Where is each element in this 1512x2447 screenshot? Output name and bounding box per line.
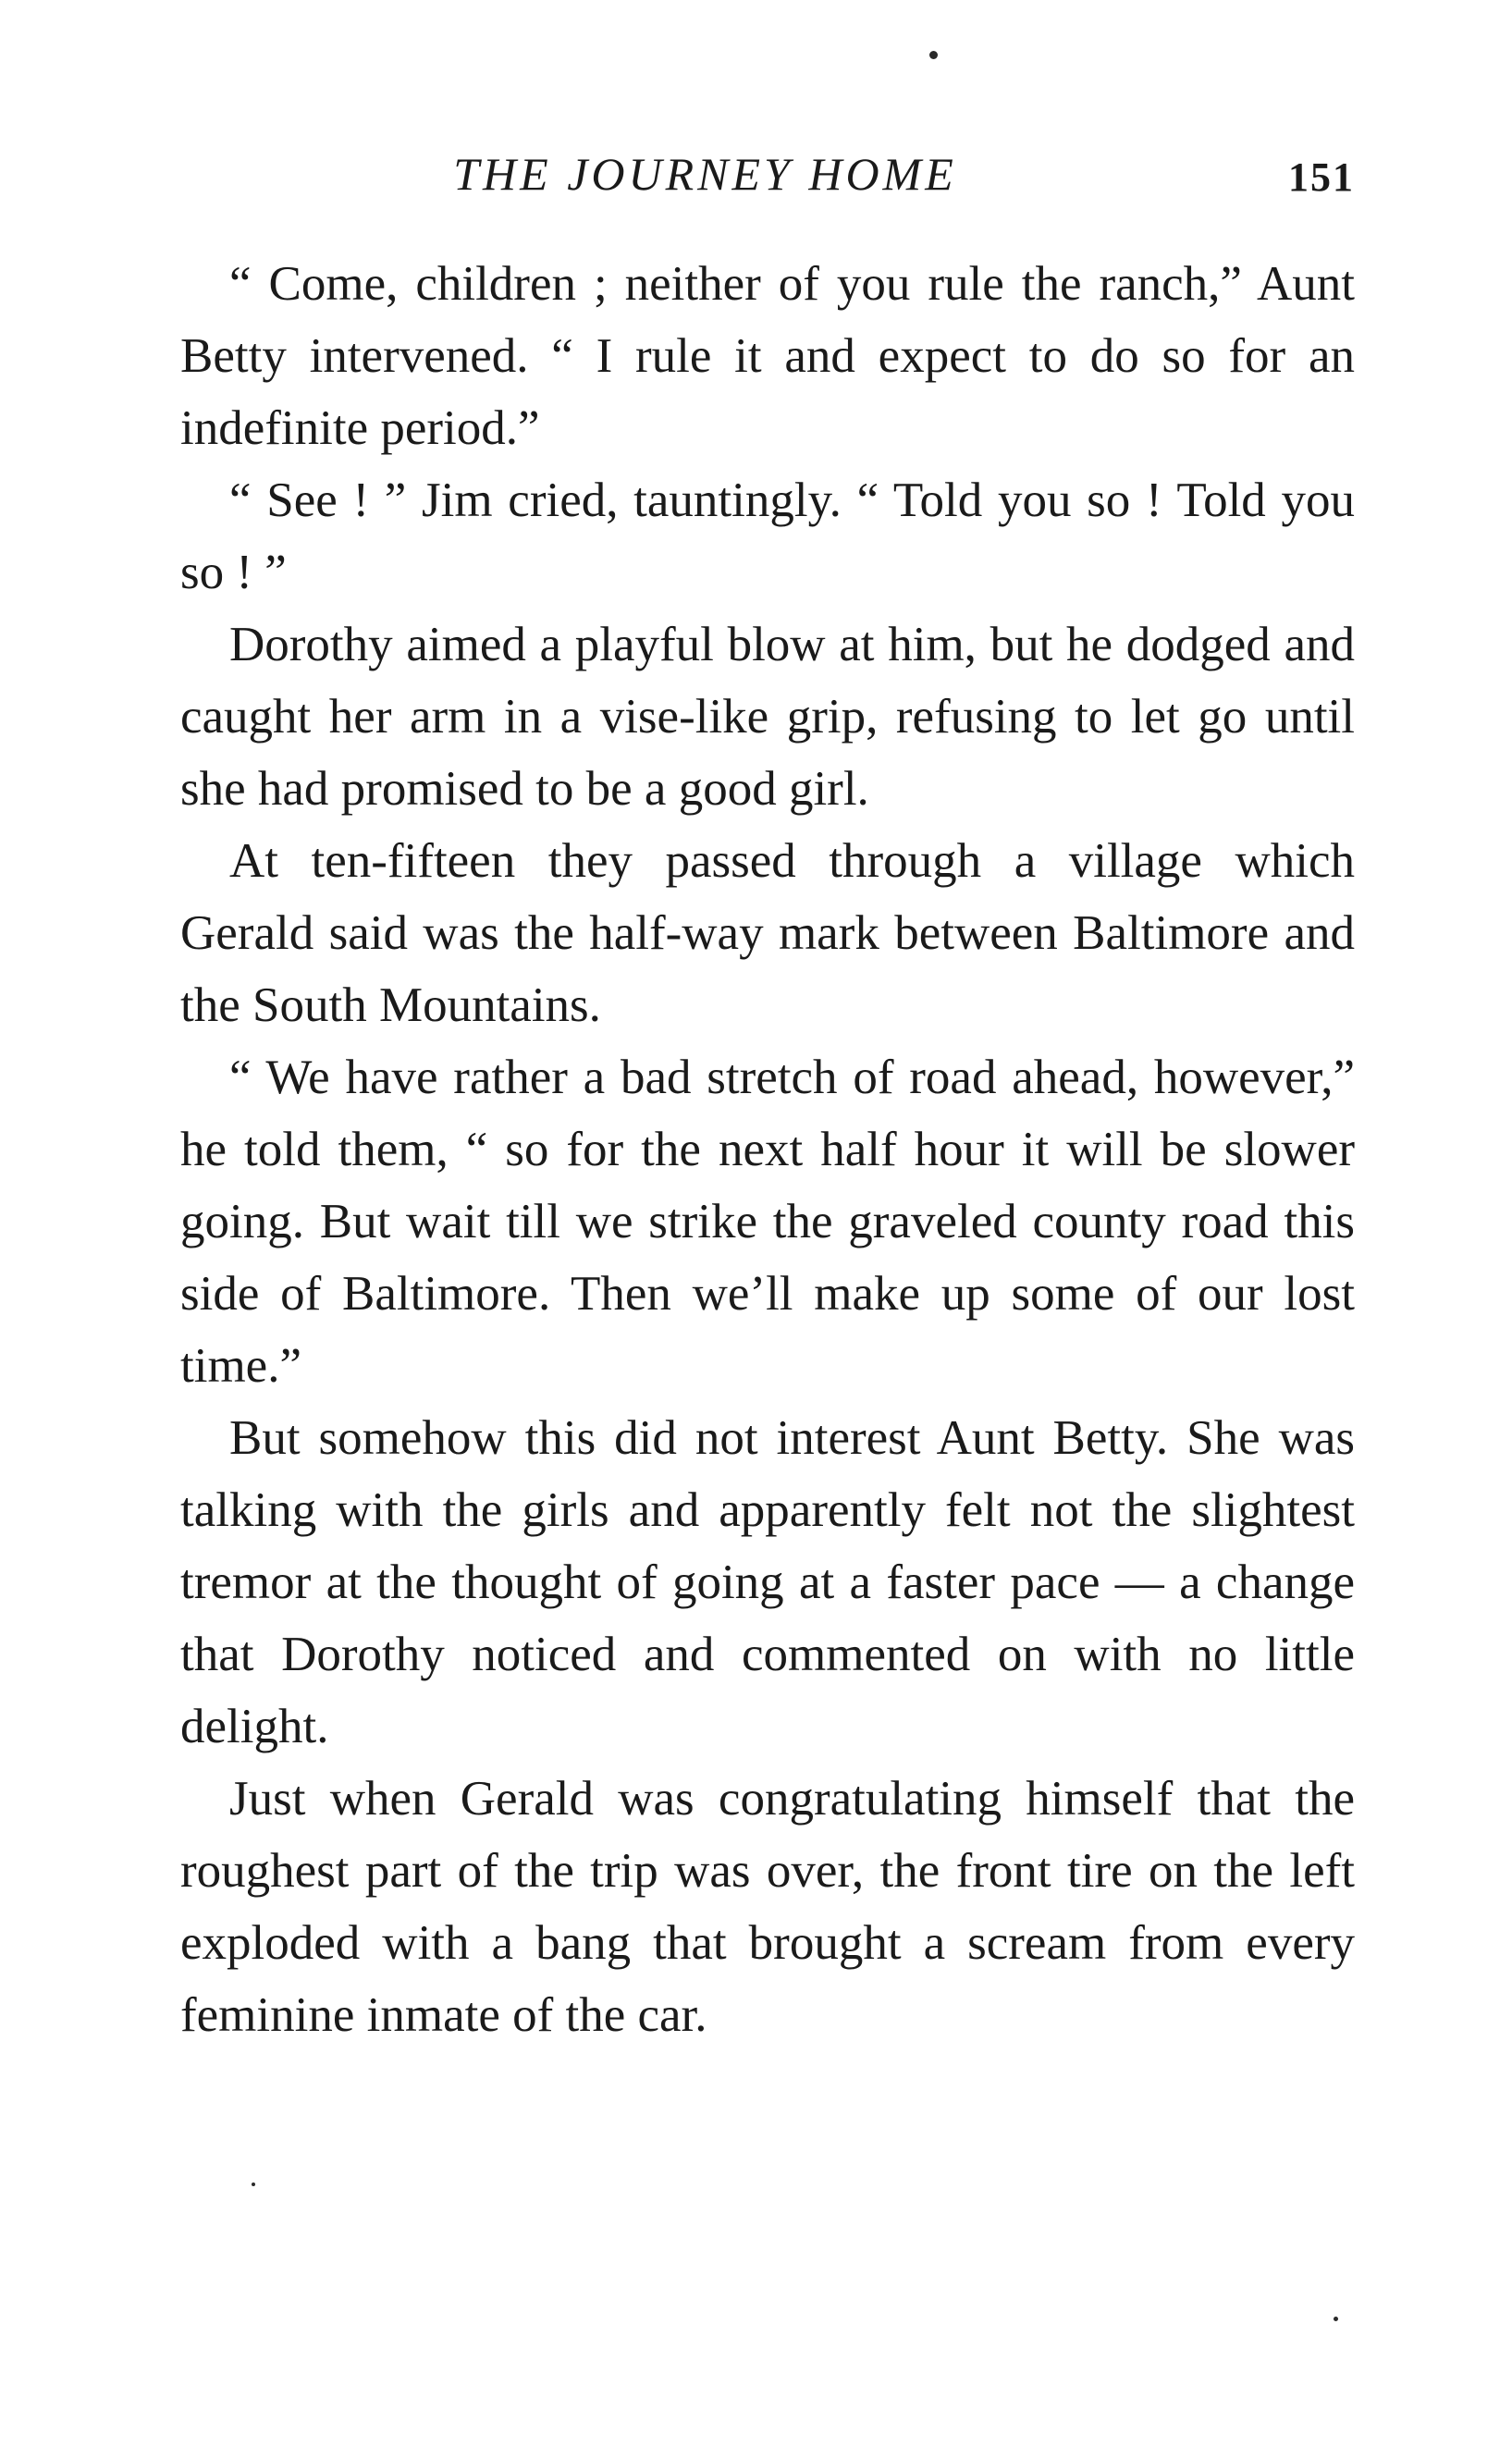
paragraph: “ Come, children ; neither of you rule the ranch,” Aunt Betty intervened. “ I rule it and expect to do so for an indefinite period.” (180, 257, 1355, 455)
ink-speck (929, 51, 938, 59)
paragraph: But somehow this did not interest Aunt Betty. She was talking with the girls and apparently felt not the slightest tremor at the thought of going at a faster pace — a change that Dorothy noticed and commented on with no little delight. (180, 1411, 1355, 1753)
page-number: 151 (1288, 154, 1355, 200)
paragraph: “ We have rather a bad stretch of road ahead, however,” he told them, “ so for the next half hour it will be slower going. But wait till we strike the graveled county road this side of Baltimore. Then we’ll make up some of our lost time.” (180, 1051, 1355, 1393)
body-text (180, 248, 1355, 2051)
ink-speck (1334, 2317, 1338, 2321)
paragraph: Just when Gerald was congratulating himself that the roughest part of the trip was over, the front tire on the left exploded with a bang that brought a scream from every feminine inmate of the car. (180, 1772, 1355, 2042)
paragraph: Dorothy aimed a playful blow at him, but he dodged and caught her arm in a vise-like grip, refusing to let go until she had promised to be a good girl. (180, 618, 1355, 816)
running-head (180, 137, 1355, 211)
paragraph: “ See ! ” Jim cried, tauntingly. “ Told you so ! Told you so ! ” (180, 473, 1355, 599)
paragraph: At ten-fifteen they passed through a village which Gerald said was the half-way mark between Baltimore and the South Mountains. (180, 834, 1355, 1032)
ink-speck (252, 2183, 255, 2186)
running-title: THE JOURNEY HOME (453, 148, 957, 200)
